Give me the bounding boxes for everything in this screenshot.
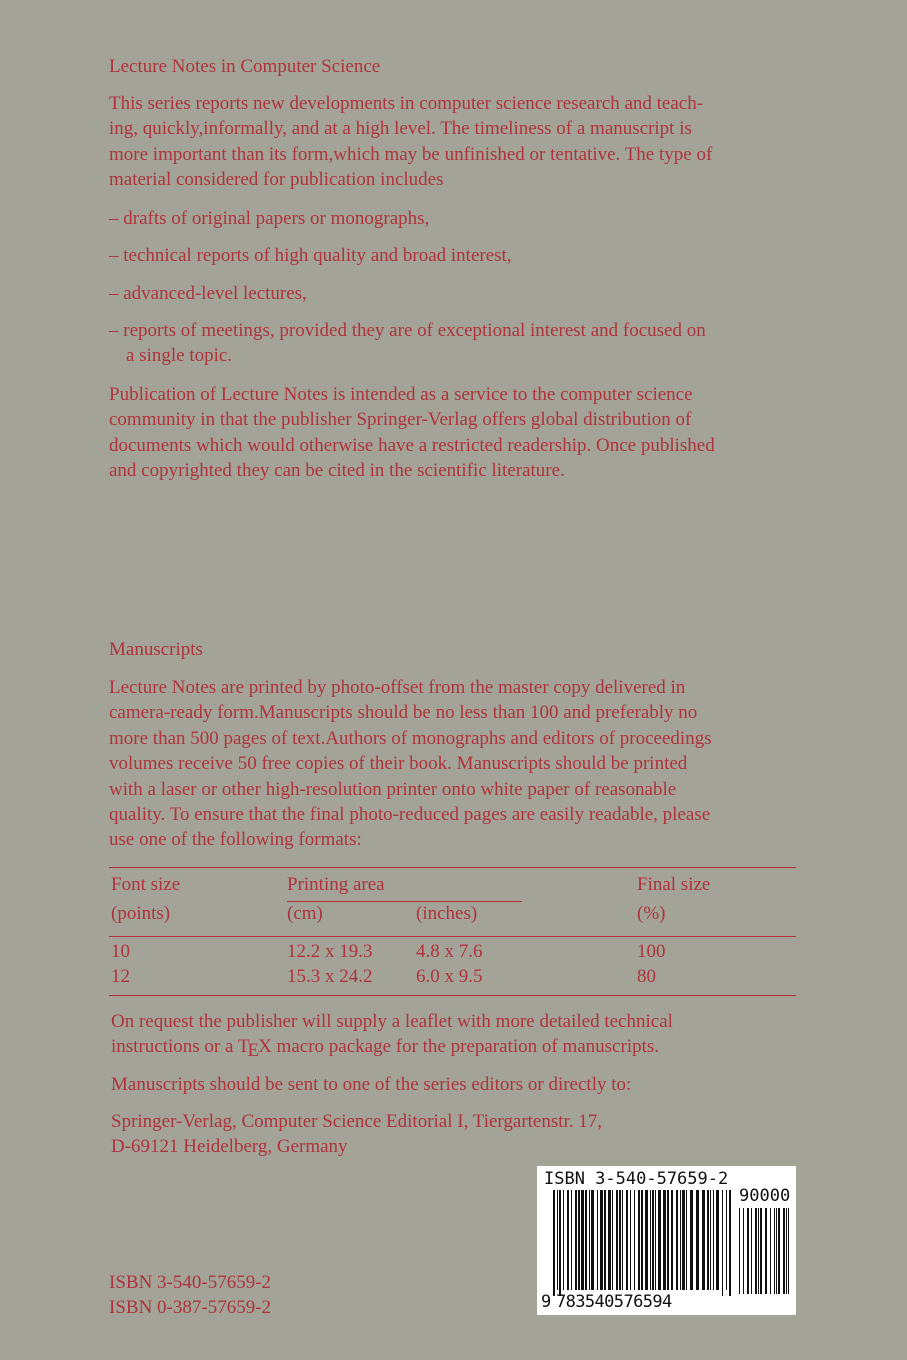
- barcode-bar: [626, 1190, 628, 1290]
- header-cm: (cm): [287, 903, 323, 924]
- barcode-bar: [638, 1190, 640, 1290]
- barcode-bar: [713, 1190, 714, 1290]
- barcode-bar: [707, 1190, 709, 1290]
- table-header-rule: [109, 936, 796, 937]
- barcode-bar: [702, 1190, 705, 1290]
- barcode-bar: [563, 1190, 564, 1290]
- barcode-bar: [645, 1190, 648, 1290]
- barcode-bar: [739, 1208, 740, 1294]
- barcode-bar: [641, 1190, 643, 1290]
- barcode-bar: [589, 1190, 590, 1290]
- barcode-bar: [650, 1190, 651, 1290]
- barcode-bar: [743, 1208, 744, 1294]
- barcode-bar: [765, 1208, 767, 1294]
- barcode-bar: [676, 1190, 678, 1290]
- table-cell-font: 12: [111, 966, 130, 987]
- bullet-item: – reports of meetings, provided they are of exceptional interest and focused on a single topic.: [109, 320, 706, 367]
- tex-logo: TEX: [237, 1036, 272, 1061]
- barcode-bar: [658, 1190, 661, 1290]
- header-final-unit: (%): [637, 903, 666, 924]
- barcode-bar: [776, 1208, 777, 1294]
- request-line-2: [111, 1034, 659, 1059]
- barcode-bar: [716, 1190, 719, 1290]
- barcode-bar: [786, 1208, 787, 1294]
- publication-paragraph: Publication of Lecture Notes is intended as a service to the computer science community in that the publisher Springer-Verlag offers global distribution of documents which would otherwise have a restricted readership. Once published and copyrighted they can be cited in the scientific literature.: [109, 384, 715, 482]
- header-font-size: Font size: [111, 874, 181, 895]
- barcode-bar: [686, 1190, 687, 1290]
- barcode-bar: [597, 1190, 598, 1290]
- header-font-unit: (points): [111, 903, 171, 924]
- barcode-bar: [578, 1190, 580, 1290]
- barcode-bar: [788, 1208, 789, 1294]
- barcode-bar: [696, 1190, 699, 1290]
- address-line-2: D-69121 Heidelberg, Germany: [111, 1136, 348, 1157]
- barcode-bar: [616, 1190, 618, 1290]
- barcode-bar: [710, 1190, 711, 1290]
- header-final-size: Final size: [637, 874, 711, 895]
- barcode-bar: [755, 1208, 757, 1294]
- barcode-bar: [622, 1190, 623, 1290]
- barcode-isbn-label: ISBN 3-540-57659-2: [544, 1169, 729, 1189]
- header-printing-area: Printing area: [287, 874, 385, 895]
- barcode-bar: [591, 1190, 594, 1290]
- barcode-bar: [760, 1208, 762, 1294]
- request-text: macro package for the preparation of manuscripts.: [271, 1036, 660, 1057]
- barcode-bar: [585, 1190, 587, 1290]
- table-cell-cm: 12.2 x 19.3: [287, 941, 373, 962]
- barcode-bar: [600, 1190, 603, 1290]
- request-line-1: On request the publisher will supply a leaflet with more detailed technical: [111, 1011, 673, 1032]
- barcode-bar: [680, 1190, 681, 1290]
- barcode-bar: [747, 1208, 749, 1294]
- barcode-bar: [557, 1190, 558, 1290]
- barcode-bar: [751, 1208, 752, 1294]
- barcode-bar: [778, 1208, 780, 1294]
- barcode: [537, 1166, 796, 1315]
- table-cell-inches: 6.0 x 9.5: [416, 966, 483, 987]
- barcode-bar: [559, 1190, 561, 1296]
- barcode-bar: [634, 1190, 635, 1290]
- table-bottom-rule: [109, 995, 796, 996]
- isbn-line: ISBN 3-540-57659-2: [109, 1272, 272, 1293]
- manuscripts-body: Lecture Notes are printed by photo-offset from the master copy delivered in camera-ready form.Manuscripts should be no less than 100 and preferably no more than 500 pages of text.Authors of monographs and editors of proceedings volumes receive 50 free copies of their book. Manuscripts should be printed with a laser or other high-resolution printer onto white paper of reasonable quality. To ensure that the final photo-reduced pages are easily readable, please use one of the following formats:: [109, 677, 712, 851]
- barcode-bar: [758, 1208, 759, 1294]
- barcode-bar: [726, 1190, 727, 1290]
- isbn-line: ISBN 0-387-57659-2: [109, 1297, 272, 1318]
- table-cell-cm: 15.3 x 24.2: [287, 966, 373, 987]
- barcode-bar: [581, 1190, 584, 1290]
- barcode-bar: [575, 1190, 577, 1290]
- barcode-addon-number: 90000: [739, 1186, 791, 1206]
- barcode-bar: [663, 1190, 666, 1290]
- barcode-bar: [682, 1190, 685, 1290]
- barcode-bar: [604, 1190, 606, 1290]
- barcode-bar: [783, 1208, 785, 1294]
- table-cell-final: 80: [637, 966, 656, 987]
- barcode-ean-prefix: 9: [541, 1292, 552, 1312]
- barcode-bar: [652, 1190, 654, 1290]
- barcode-bar: [567, 1190, 569, 1290]
- barcode-bar: [671, 1190, 673, 1290]
- barcode-bar: [774, 1208, 775, 1294]
- series-heading: Lecture Notes in Computer Science: [109, 56, 381, 77]
- table-top-rule: [109, 867, 796, 868]
- barcode-bar: [722, 1190, 723, 1296]
- series-intro: This series reports new developments in computer science research and teach- ing, quickly,informally, and at a high level. The timeliness of a manuscript is more important than its form,which may be unfinished or tentative. The type of material considered for publication includes: [109, 93, 713, 191]
- barcode-bar: [571, 1190, 572, 1290]
- barcode-bar: [612, 1190, 613, 1290]
- bullet-item: – technical reports of high quality and broad interest,: [109, 245, 512, 266]
- table-cell-final: 100: [637, 941, 666, 962]
- bullet-item: – drafts of original papers or monographs,: [109, 208, 430, 229]
- table-cell-inches: 4.8 x 7.6: [416, 941, 483, 962]
- header-inches: (inches): [416, 903, 478, 924]
- barcode-bar: [608, 1190, 611, 1290]
- request-text: instructions or a: [111, 1036, 238, 1057]
- send-to-text: Manuscripts should be sent to one of the series editors or directly to:: [111, 1074, 632, 1095]
- barcode-bar: [729, 1190, 731, 1296]
- barcode-bar: [619, 1190, 621, 1290]
- barcode-bar: [553, 1190, 555, 1296]
- bullet-item: – advanced-level lectures,: [109, 283, 307, 304]
- barcode-bar: [770, 1208, 771, 1294]
- address-line-1: Springer-Verlag, Computer Science Editorial I, Tiergartenstr. 17,: [111, 1111, 603, 1132]
- barcode-bar: [630, 1190, 631, 1290]
- manuscripts-heading: Manuscripts: [109, 639, 203, 660]
- barcode-bar: [690, 1190, 693, 1290]
- table-cell-font: 10: [111, 941, 130, 962]
- barcode-bar: [667, 1190, 669, 1290]
- barcode-bar: [655, 1190, 656, 1290]
- barcode-ean-digits: 783540576594: [556, 1292, 672, 1312]
